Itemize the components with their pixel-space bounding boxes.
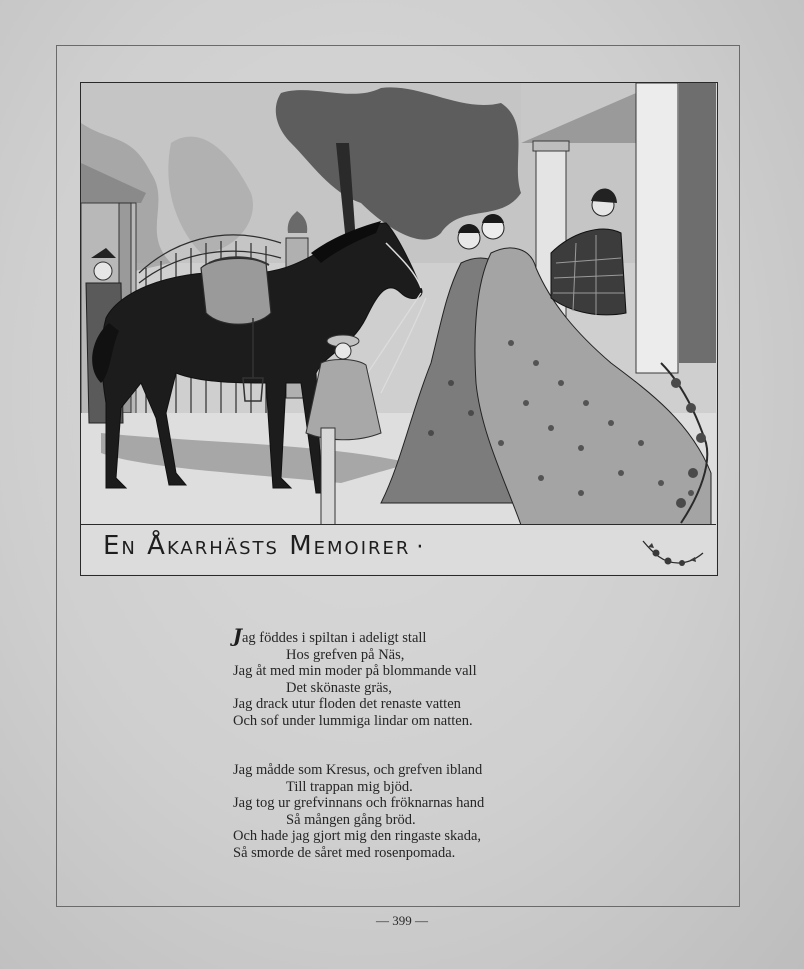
rose-flourish-icon [638, 533, 708, 573]
illustration-title [103, 531, 425, 561]
poem-line: Jag tog ur grefvinnans och fröknarnas hand [233, 795, 485, 811]
poem [233, 625, 593, 861]
poem-line: Och hade jag gjort mig den ringaste skada, [233, 828, 482, 844]
poem-line-text: ag föddes i spiltan i adeligt stall [242, 630, 427, 646]
stanza-2 [233, 762, 593, 861]
poem-line: Jag åt med min moder på blommande vall [233, 663, 477, 679]
title-ornament: · [416, 535, 426, 560]
poem-line: Hos grefven på Näs, [286, 646, 405, 663]
page-number: — 399 — [376, 913, 428, 928]
stanza-1 [233, 625, 593, 729]
illustration-plate [80, 82, 718, 576]
drop-cap: J [233, 625, 242, 647]
title-band [81, 525, 716, 574]
poem-line: Och sof under lummiga lindar om natten. [233, 712, 473, 729]
poem-line: Så mången gång bröd. [286, 811, 416, 828]
poem-line: Jag mådde som Kresus, och grefven ibland [233, 762, 483, 778]
poem-line [233, 625, 593, 647]
horse-and-ladies-engraving-icon [81, 83, 716, 525]
title-text: En Åkarhästs Memoirer [103, 531, 411, 561]
poem-line: Till trappan mig bjöd. [286, 778, 413, 795]
poem-line: Det skönaste gräs, [286, 679, 392, 696]
poem-line: Så smorde de såret med rosenpomada. [233, 844, 456, 861]
poem-line: Jag drack utur floden det renaste vatten [233, 696, 461, 712]
